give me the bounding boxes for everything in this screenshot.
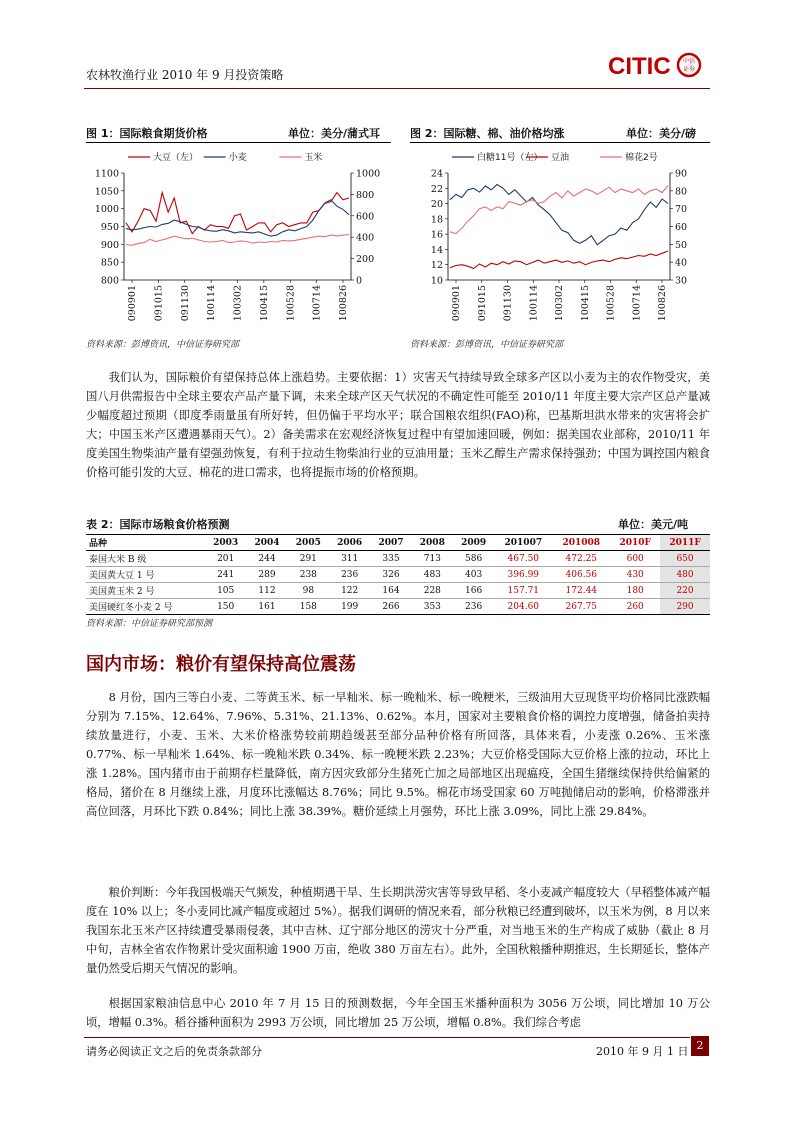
- table-row: [86, 583, 710, 599]
- right-tick-label: 400: [356, 232, 375, 244]
- right-tick-label: 40: [675, 257, 688, 269]
- table-header-cell: 2009: [453, 535, 494, 551]
- x-tick-label: 100114: [206, 285, 218, 322]
- table-cell: 164: [370, 583, 411, 599]
- x-tick-label: 091130: [179, 285, 191, 322]
- right-tick-label: 800: [356, 189, 375, 201]
- table-cell: 112: [246, 583, 287, 599]
- x-tick-label: 091015: [476, 285, 488, 322]
- table-cell: 228: [412, 583, 453, 599]
- table-cell: 150: [205, 599, 246, 615]
- legend-label: 小麦: [228, 153, 247, 163]
- table-cell: 180: [610, 583, 660, 599]
- table-cell: 122: [329, 583, 370, 599]
- table-cell: 105: [205, 583, 246, 599]
- logo-text: CITIC: [608, 53, 671, 78]
- figure2-source: 资料来源：彭博资讯，中信证券研究部: [410, 340, 564, 350]
- left-tick-label: 850: [100, 257, 119, 269]
- table-cell: 98: [288, 583, 329, 599]
- legend-label: 棉花2号: [625, 153, 658, 163]
- table-cell: 238: [288, 567, 329, 583]
- x-tick-label: 100826: [338, 285, 349, 322]
- legend-label: 玉米: [304, 153, 323, 163]
- table2-title: 表 2：国际市场粮食价格预测: [86, 518, 230, 531]
- series-line: [450, 185, 668, 245]
- x-tick-label: 091015: [153, 285, 165, 322]
- table-header-cell: 2008: [412, 535, 453, 551]
- table-cell: 236: [329, 567, 370, 583]
- x-tick-label: 100302: [554, 285, 565, 322]
- left-tick-label: 1000: [94, 204, 119, 216]
- left-tick-label: 800: [100, 275, 119, 287]
- right-tick-label: 60: [675, 222, 688, 233]
- table-cell: 204.60: [494, 599, 552, 615]
- table-cell: 403: [453, 567, 494, 583]
- right-tick-label: 600: [356, 211, 375, 223]
- table-cell: 199: [329, 599, 370, 615]
- left-tick-label: 900: [100, 239, 119, 251]
- series-line: [126, 193, 349, 234]
- table-cell: 236: [453, 599, 494, 615]
- x-tick-label: 100714: [311, 285, 323, 322]
- left-tick-label: 24: [430, 168, 443, 180]
- table-cell: 220: [660, 583, 710, 599]
- left-tick-label: 12: [430, 260, 443, 272]
- x-tick-label: 100528: [285, 285, 297, 322]
- header-divider: [84, 88, 710, 89]
- table-cell: 美国黄大豆 1 号: [86, 567, 205, 583]
- left-tick-label: 10: [430, 275, 443, 287]
- table-cell: 335: [370, 551, 411, 567]
- figure1-rule: [86, 142, 391, 143]
- table-cell: 291: [288, 551, 329, 567]
- table-cell: 353: [412, 599, 453, 615]
- right-tick-label: 50: [675, 239, 688, 251]
- table-header-cell: 2011F: [660, 535, 710, 551]
- footer-date: 2010 年 9 月 1 日: [596, 1045, 689, 1058]
- figure1-source: 资料来源：彭博资讯，中信证券研究部: [86, 340, 240, 350]
- x-tick-label: 100415: [579, 285, 591, 322]
- analysis-paragraph-1: 我们认为，国际粮价有望保持总体上涨趋势。主要依据：1）灾害天气持续导致全球多产区以小麦为主的农作物受灾，美国八月供需报告中全球主要农产品产量下调，未来全球产区天气状况的不确定性可能至 2010/11 年度主要大宗产区总产量减少幅度超过预期（即度季雨量虽有所好转，但仍偏于平均水平；联合国粮农组织(FAO)称，巴基斯坦洪水带来的灾害将会扩大；中国玉米产区遭遇暴雨天气）。2）备美需求在宏观经济恢复过程中有望加速回暖，例如：据美国农业部称，2010/11 年度美国生物柴油产量有望强劲恢复，有利于拉动生物柴油行业的豆油用量；玉米乙醇生产需求保持强劲；中国为调控国内粮食价格可能引发的大豆、棉花的进口需求，也将提振市场的价格预期。: [86, 371, 710, 479]
- table-cell: 713: [412, 551, 453, 567]
- table-cell: 289: [246, 567, 287, 583]
- table-cell: 244: [246, 551, 287, 567]
- left-tick-label: 16: [430, 229, 443, 241]
- table-header-cell: 2003: [205, 535, 246, 551]
- right-tick-label: 90: [675, 168, 688, 180]
- table-cell: 480: [660, 567, 710, 583]
- table-header-cell: 2010F: [610, 535, 660, 551]
- table-cell: 430: [610, 567, 660, 583]
- table-cell: 美国硬红冬小麦 2 号: [86, 599, 205, 615]
- table-row: [86, 567, 710, 583]
- x-tick-label: 100826: [657, 285, 668, 322]
- left-tick-label: 18: [430, 214, 443, 226]
- analysis-paragraph-2: 8 月份，国内三等白小麦、二等黄玉米、标一早籼米、标一晚籼米、标一晚粳米，三级油用大豆现货平均价格同比涨跌幅分别为 7.15%、12.64%、7.96%、5.31%、21.13%、0.62%。本月，国家对主要粮食价格的调控力度增强，储备拍卖持续放量进行，小麦、玉米、大米价格涨势较前期趋缓甚至部分品种价格有所回落，具体来看，小麦涨 0.26%、玉米涨 0.77%、标一早籼米 1.64%、标一晚籼米跌 0.34%、标一晚粳米跌 2.23%；大豆价格受国际大豆价格上涨的拉动，环比上涨 1.28%。国内猪市由于前期存栏量降低，南方因灾致部分生猪死亡加之局部地区出现瘟疫，全国生猪继续保持供给偏紧的格局，猪价在 8 月继续上涨，月度环比涨幅达 8.76%；同比 9.5%。棉花市场受国家 60 万吨抛储启动的影响，价格滞涨并高位回落，月环比下跌 0.84%；同比上涨 38.39%。糖价延续上月强势，环比上涨 3.09%，同比上涨 29.84%。: [86, 691, 710, 818]
- analysis-paragraph-3: 粮价判断：今年我国极端天气频发，种植期遇干旱、生长期洪涝灾害等导致早稻、冬小麦减产幅度较大（早稻整体减产幅度在 10% 以上；冬小麦同比减产幅度或超过 5%）。据我们调研的情况来看，部分秋粮已经遭到破坏，以玉米为例，8 月以来我国东北玉米产区持续遭受暴雨侵袭，其中吉林、辽宁部分地区的涝灾十分严重，对当地玉米的生产构成了威胁（截止 8 月中旬，吉林全省农作物累计受灾面积逾 1900 万亩，绝收 380 万亩左右）。此外，全国秋粮播种期推迟，生长期延长，整体产量仍然受后期天气情况的影响。: [86, 886, 710, 975]
- table-cell: 406.56: [552, 567, 610, 583]
- table-header-row: [86, 535, 710, 551]
- table-header-cell: 201008: [552, 535, 610, 551]
- table-cell: 266: [370, 599, 411, 615]
- table-cell: 267.75: [552, 599, 610, 615]
- left-tick-label: 20: [430, 199, 443, 211]
- table-cell: 311: [329, 551, 370, 567]
- table-cell: 650: [660, 551, 710, 567]
- figure1-chart: [86, 145, 391, 335]
- figure2-rule: [410, 142, 710, 143]
- table-cell: 483: [412, 567, 453, 583]
- figure1-unit: 单位：美分/蒲式耳: [288, 127, 381, 140]
- table-header-cell: 品种: [86, 535, 205, 551]
- table-cell: 472.25: [552, 551, 610, 567]
- series-line: [126, 235, 349, 246]
- left-tick-label: 22: [430, 183, 443, 195]
- right-tick-label: 0: [356, 275, 363, 287]
- table-cell: 396.99: [494, 567, 552, 583]
- table-cell: 美国黄玉米 2 号: [86, 583, 205, 599]
- table-header-cell: 2007: [370, 535, 411, 551]
- table-row: [86, 599, 710, 615]
- right-tick-label: 70: [675, 204, 688, 216]
- table-header-cell: 2004: [246, 535, 287, 551]
- figure2-chart: [410, 145, 710, 335]
- x-tick-label: 100114: [528, 285, 540, 322]
- legend-label: 大豆（左）: [153, 153, 199, 163]
- legend-label: 白糖11号（左）: [477, 153, 543, 163]
- table-header-cell: 201007: [494, 535, 552, 551]
- right-tick-label: 200: [356, 254, 375, 266]
- table-cell: 172.44: [552, 583, 610, 599]
- table-cell: 158: [288, 599, 329, 615]
- report-header-title: 农林牧渔行业 2010 年 9 月投资策略: [86, 68, 284, 82]
- x-tick-label: 090901: [451, 285, 462, 322]
- table-cell: 241: [205, 567, 246, 583]
- table-row: [86, 551, 710, 567]
- left-tick-label: 950: [100, 222, 119, 233]
- table-cell: 201: [205, 551, 246, 567]
- x-tick-label: 100415: [258, 285, 270, 322]
- table-cell: 290: [660, 599, 710, 615]
- table2-unit: 单位：美元/吨: [618, 518, 689, 531]
- price-forecast-table: [86, 534, 710, 615]
- figure2-title: 图 2：国际糖、棉、油价格均涨: [410, 127, 565, 140]
- left-tick-label: 1100: [94, 168, 119, 180]
- logo-cn-bottom: 证券: [682, 66, 696, 73]
- table-cell: 166: [453, 583, 494, 599]
- right-tick-label: 80: [675, 186, 688, 198]
- footer-divider: [84, 1037, 690, 1038]
- right-tick-label: 1000: [356, 168, 381, 180]
- footer-disclaimer: 请务必阅读正文之后的免责条款部分: [86, 1045, 262, 1058]
- right-tick-label: 30: [675, 275, 688, 287]
- figure1-title: 图 1：国际粮食期货价格: [86, 127, 208, 140]
- x-tick-label: 091130: [502, 285, 514, 322]
- table-cell: 泰国大米 B 级: [86, 551, 205, 567]
- table-cell: 161: [246, 599, 287, 615]
- table-cell: 467.50: [494, 551, 552, 567]
- series-line: [450, 251, 668, 269]
- table-header-cell: 2005: [288, 535, 329, 551]
- table-cell: 157.71: [494, 583, 552, 599]
- section-title: 国内市场：粮价有望保持高位震荡: [86, 654, 356, 675]
- logo-cn-top: 中信: [682, 58, 696, 65]
- page-number: 2: [691, 1036, 709, 1056]
- x-tick-label: 090901: [127, 285, 138, 322]
- x-tick-label: 100302: [232, 285, 244, 322]
- table2-source: 资料来源：中信证券研究部预测: [86, 619, 213, 629]
- table-header-cell: 2006: [329, 535, 370, 551]
- citic-logo: [608, 52, 708, 78]
- table-cell: 600: [610, 551, 660, 567]
- figure2-unit: 单位：美分/磅: [626, 127, 697, 140]
- table-cell: 586: [453, 551, 494, 567]
- x-tick-label: 100714: [631, 285, 643, 322]
- x-tick-label: 100528: [605, 285, 617, 322]
- left-tick-label: 1050: [94, 186, 119, 198]
- legend-label: 豆油: [551, 153, 570, 163]
- table-cell: 260: [610, 599, 660, 615]
- analysis-paragraph-4: 根据国家粮油信息中心 2010 年 7 月 15 日的预测数据，今年全国玉米播种面积为 3056 万公顷，同比增加 10 万公顷，增幅 0.3%。稻谷播种面积为 2993 万公顷，同比增加 25 万公顷，增幅 0.8%。我们综合考虑: [86, 997, 710, 1029]
- left-tick-label: 14: [430, 244, 443, 256]
- table-cell: 326: [370, 567, 411, 583]
